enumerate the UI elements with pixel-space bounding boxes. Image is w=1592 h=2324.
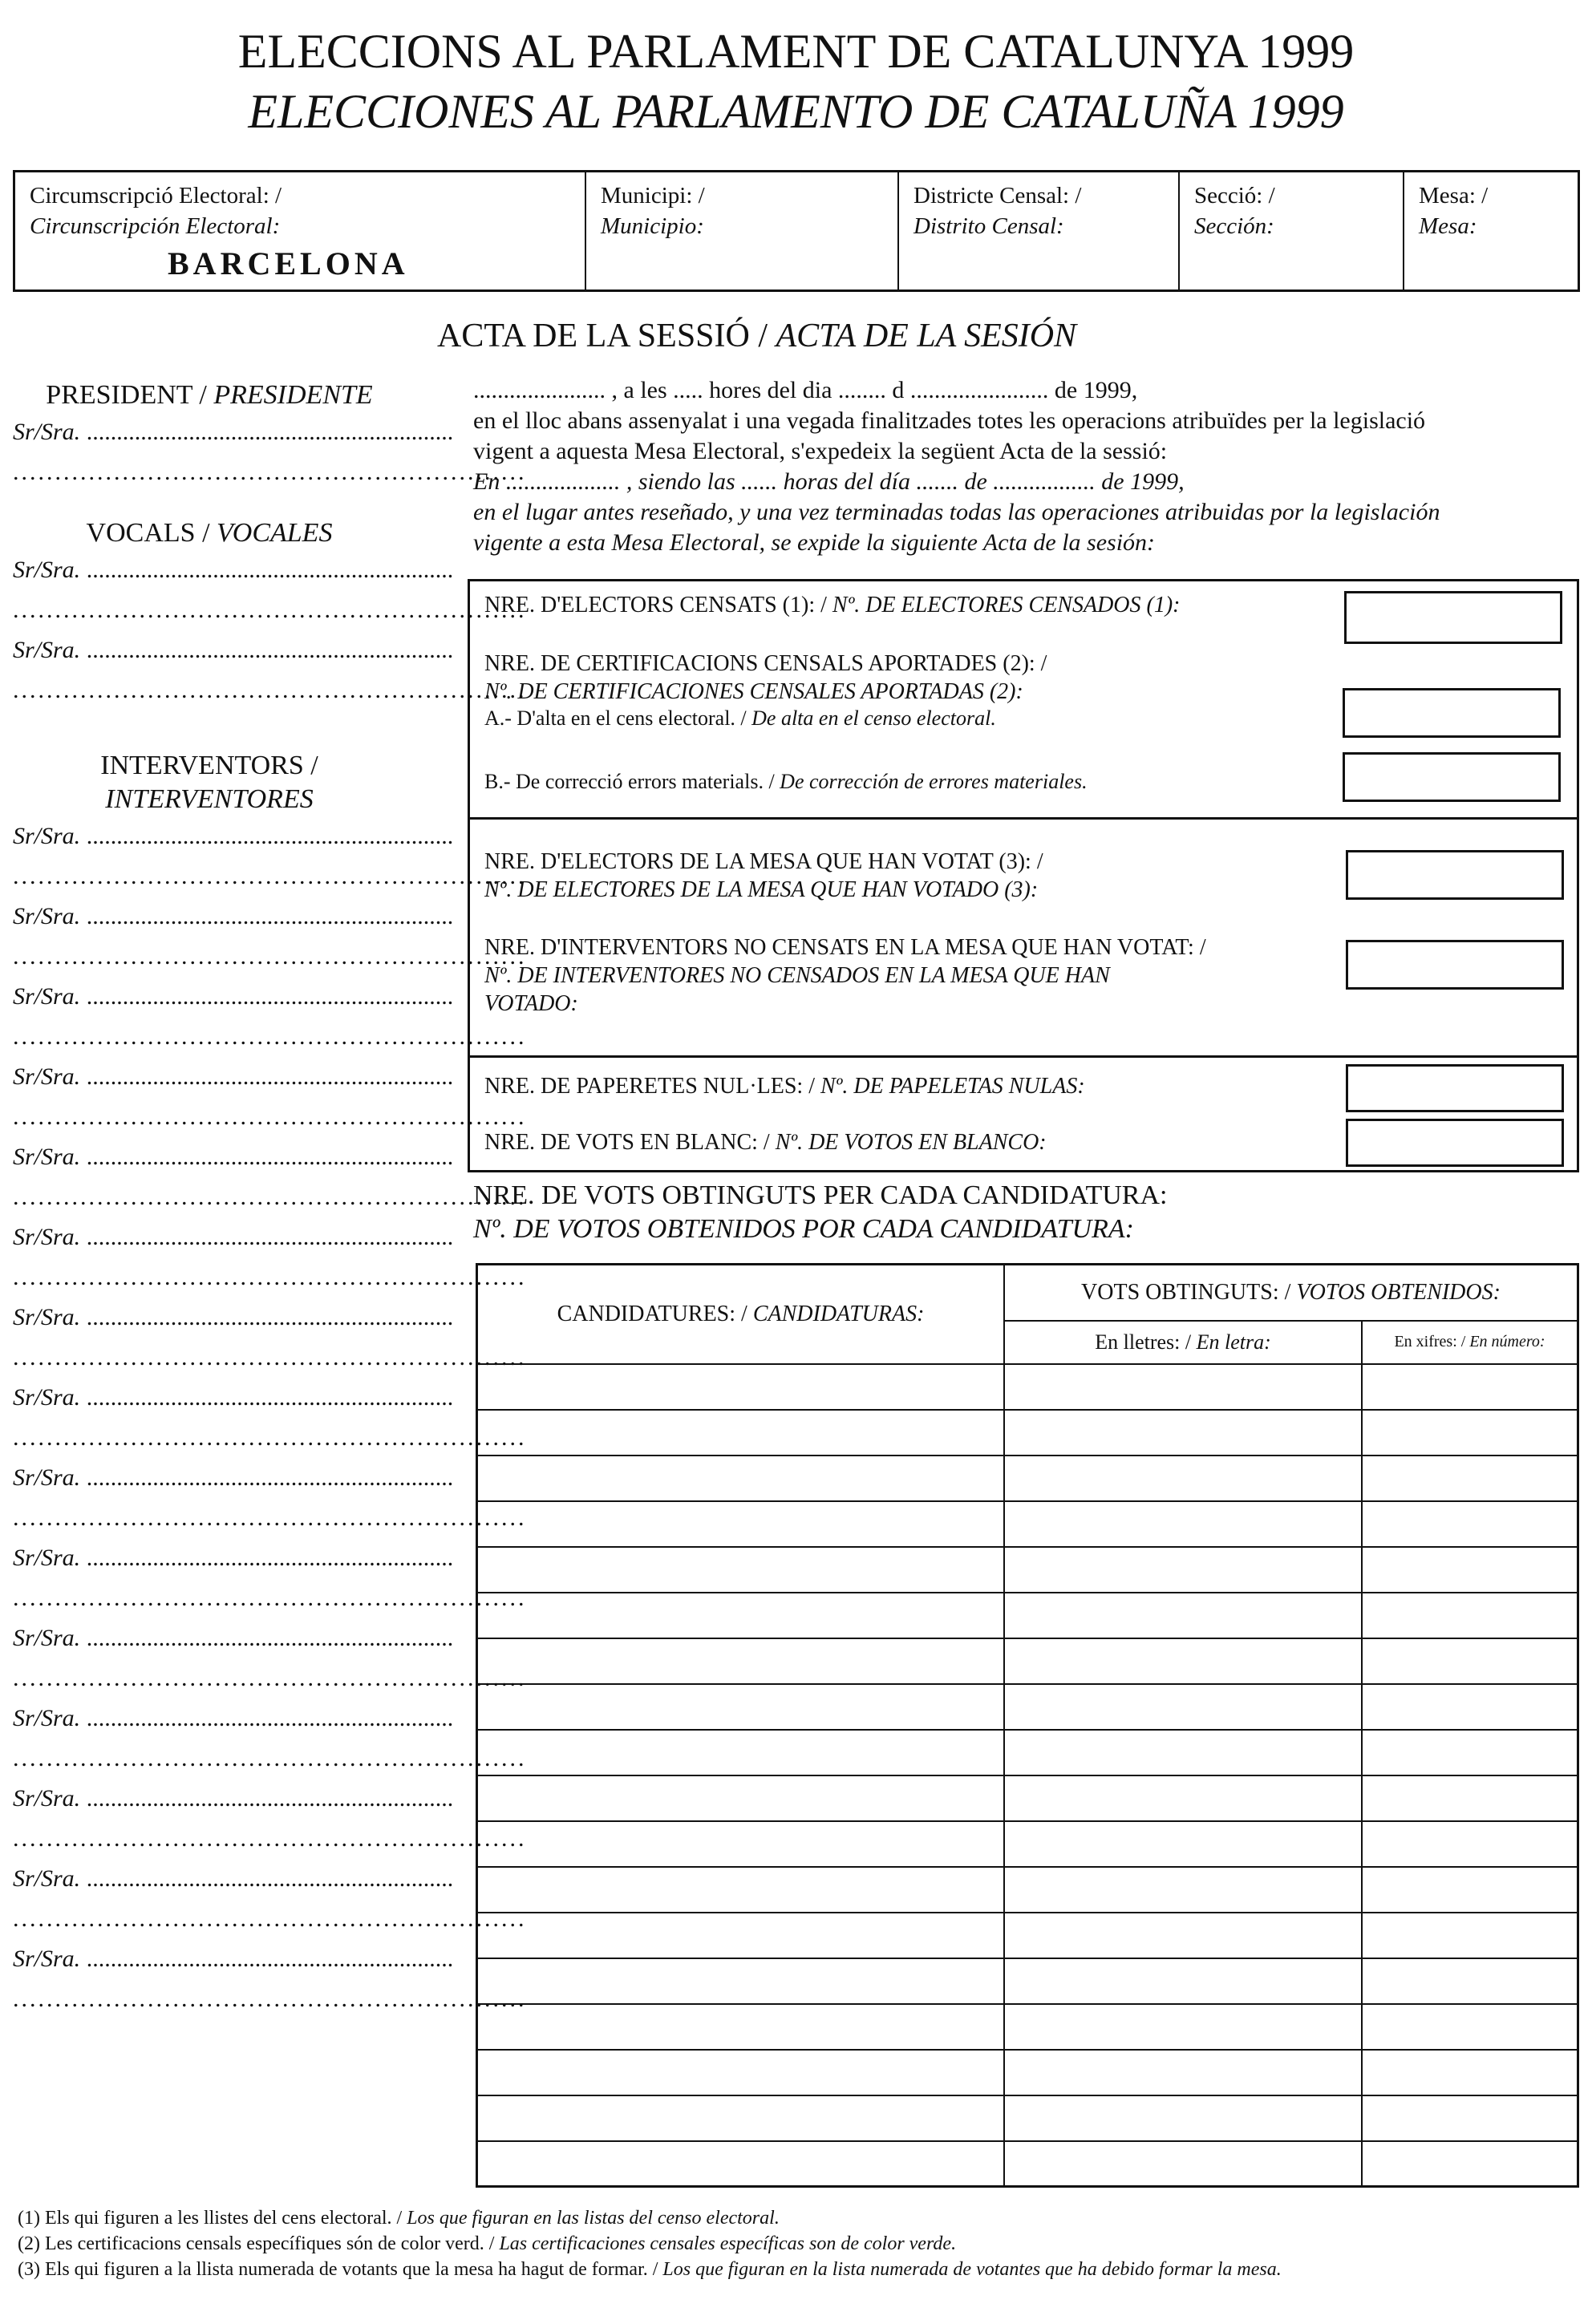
signature-line-cont[interactable]: ............................................................. — [13, 1424, 527, 1451]
interv-label: NRE. D'INTERVENTORS NO CENSATS EN LA MESA QUE HAN VOTAT: / Nº. DE INTERVENTORES NO CENSADOS EN LA MESA QUE HAN VOTADO: — [484, 935, 1206, 1016]
signature-line-cont[interactable]: ............................................................. — [13, 1504, 527, 1531]
numbers-cell[interactable] — [1362, 1821, 1578, 1867]
census-box — [468, 579, 1579, 820]
candidature-cell[interactable] — [477, 2095, 1005, 2141]
candidatures-table — [476, 1263, 1579, 2188]
letters-cell[interactable] — [1004, 2050, 1362, 2095]
table-row — [477, 1638, 1578, 1684]
correccio-input[interactable] — [1343, 752, 1561, 802]
signature-line-cont[interactable]: ............................................................. — [13, 597, 527, 623]
circumscription-value: BARCELONA — [168, 245, 409, 281]
table-row — [477, 2004, 1578, 2050]
certif-label: NRE. DE CERTIFICACIONS CENSALS APORTADES (2): / Nº. DE CERTIFICACIONES CENSALES APORTADAS (2): — [484, 651, 1047, 704]
signature-line[interactable]: Sr/Sra. ............................................................. — [13, 1464, 454, 1491]
footnote-3: (3) Els qui figuren a la llista numerada de votants que la mesa ha hagut de formar. / Los que figuran en la lista numerada de votantes que ha debido formar la mesa. — [18, 2259, 1282, 2280]
candidature-cell[interactable] — [477, 2004, 1005, 2050]
table-row — [477, 1821, 1578, 1867]
numbers-cell[interactable] — [1362, 1958, 1578, 2004]
table-row — [477, 1730, 1578, 1775]
alta-label: A.- D'alta en el cens electoral. / De alta en el censo electoral. — [484, 707, 996, 730]
table-row — [477, 1958, 1578, 2004]
session-title — [437, 317, 1076, 355]
letters-cell[interactable] — [1004, 2141, 1362, 2187]
table-row — [477, 2095, 1578, 2141]
numbers-cell[interactable] — [1362, 1867, 1578, 1913]
numbers-cell[interactable] — [1362, 1456, 1578, 1501]
letters-cell[interactable] — [1004, 1730, 1362, 1775]
correccio-label: B.- De correcció errors materials. / De corrección de errores materiales. — [484, 770, 1088, 793]
table-row — [477, 2141, 1578, 2187]
letters-cell[interactable] — [1004, 1684, 1362, 1730]
votes-title-ca: NRE. DE VOTS OBTINGUTS PER CADA CANDIDATURA: — [473, 1180, 1168, 1210]
numbers-cell[interactable] — [1362, 2141, 1578, 2187]
signature-line[interactable]: Sr/Sra. ............................................................. — [13, 557, 454, 583]
signature-line-cont[interactable]: ............................................................. — [13, 459, 527, 485]
mesa-label-ca: Mesa: / — [1419, 183, 1489, 209]
numbers-cell[interactable] — [1362, 1547, 1578, 1593]
candidature-cell[interactable] — [477, 2141, 1005, 2187]
signature-line[interactable]: Sr/Sra. ............................................................. — [13, 1384, 454, 1411]
signature-line-cont[interactable]: ............................................................. — [13, 1344, 527, 1371]
intro-ca-line1[interactable]: ...................... , a les ..... hores del dia ........ d ....................... de 1999, — [473, 377, 1138, 403]
candidature-cell[interactable] — [477, 1364, 1005, 1410]
signature-line[interactable]: Sr/Sra. ............................................................. — [13, 1865, 454, 1892]
table-row — [477, 1913, 1578, 1958]
censats-label: NRE. D'ELECTORS CENSATS (1): / Nº. DE ELECTORES CENSADOS (1): — [484, 593, 1181, 617]
district-label-ca: Districte Censal: / — [913, 183, 1082, 209]
mesa-cell[interactable] — [1404, 172, 1578, 289]
table-row — [477, 1867, 1578, 1913]
numbers-cell[interactable] — [1362, 2050, 1578, 2095]
candidature-cell[interactable] — [477, 1958, 1005, 2004]
district-cell[interactable] — [899, 172, 1180, 289]
footnote-2: (2) Les certificacions censals específiques són de color verd. / Las certificaciones censales específicas son de color verde. — [18, 2233, 957, 2254]
candidature-cell[interactable] — [477, 1456, 1005, 1501]
municipality-cell[interactable] — [586, 172, 899, 289]
interv-input[interactable] — [1346, 940, 1564, 990]
numbers-cell[interactable] — [1362, 1364, 1578, 1410]
intro-es-line2: en el lugar antes reseñado, y una vez terminadas todas las operaciones atribuidas por la legislación — [473, 499, 1440, 525]
letters-cell[interactable] — [1004, 1638, 1362, 1684]
intro-paragraph — [473, 375, 1576, 558]
numbers-cell[interactable] — [1362, 2004, 1578, 2050]
signature-line[interactable]: Sr/Sra. ............................................................. — [13, 1063, 454, 1090]
table-row — [477, 1547, 1578, 1593]
session-title-es: ACTA DE LA SESIÓN — [776, 318, 1077, 354]
signatures-column — [13, 377, 527, 2019]
blanc-input[interactable] — [1346, 1119, 1564, 1167]
signature-line[interactable]: Sr/Sra. ............................................................. — [13, 1144, 454, 1170]
letters-cell[interactable] — [1004, 1593, 1362, 1638]
votes-title-es: Nº. DE VOTOS OBTENIDOS POR CADA CANDIDATURA: — [473, 1214, 1134, 1244]
interventors-heading: INTERVENTORS / INTERVENTORES — [100, 751, 318, 814]
candidature-cell[interactable] — [477, 1730, 1005, 1775]
intro-es-line3: vigente a esta Mesa Electoral, se expide la siguiente Acta de la sesión: — [473, 529, 1156, 556]
numbers-cell[interactable] — [1362, 1593, 1578, 1638]
signature-line[interactable]: Sr/Sra. ............................................................. — [13, 1304, 454, 1330]
numbers-cell[interactable] — [1362, 1730, 1578, 1775]
numbers-cell[interactable] — [1362, 1501, 1578, 1547]
signature-line[interactable]: Sr/Sra. ............................................................. — [13, 903, 454, 929]
votat-input[interactable] — [1346, 850, 1564, 900]
vocals-heading: VOCALS / VOCALES — [86, 518, 333, 548]
intro-es-line1[interactable]: En ................... , siendo las ...... horas del día ....... de ................. de 1999, — [473, 468, 1185, 495]
signature-line[interactable]: Sr/Sra. ............................................................. — [13, 1625, 454, 1651]
invalid-box — [468, 1055, 1579, 1172]
letters-cell[interactable] — [1004, 1456, 1362, 1501]
intro-ca-line3: vigent a aquesta Mesa Electoral, s'expedeix la següent Acta de la sessió: — [473, 438, 1168, 464]
table-row — [477, 2050, 1578, 2095]
candidature-cell[interactable] — [477, 1775, 1005, 1821]
district-label-es: Distrito Censal: — [913, 213, 1064, 239]
circumscription-label-ca: Circumscripció Electoral: / — [30, 183, 282, 209]
letters-cell[interactable] — [1004, 1821, 1362, 1867]
table-row — [477, 1456, 1578, 1501]
in-numbers-header: En xifres: / En número: — [1362, 1321, 1578, 1364]
candidature-cell[interactable] — [477, 1547, 1005, 1593]
signature-line-cont[interactable]: ............................................................. — [13, 1745, 527, 1771]
letters-cell[interactable] — [1004, 2095, 1362, 2141]
voters-box — [468, 817, 1579, 1058]
letters-cell[interactable] — [1004, 1501, 1362, 1547]
table-row — [477, 1775, 1578, 1821]
signature-line[interactable]: Sr/Sra. ............................................................. — [13, 1545, 454, 1571]
intro-ca-line2: en el lloc abans assenyalat i una vegada finalitzades totes les operacions atribuïdes per la legislació — [473, 407, 1426, 434]
candidature-cell[interactable] — [477, 1684, 1005, 1730]
signature-line-cont[interactable]: ............................................................. — [13, 1986, 527, 2012]
numbers-cell[interactable] — [1362, 1913, 1578, 1958]
signature-line[interactable]: Sr/Sra. ............................................................. — [13, 1705, 454, 1731]
signature-line[interactable]: Sr/Sra. ............................................................. — [13, 1945, 454, 1972]
candidature-cell[interactable] — [477, 1410, 1005, 1456]
letters-cell[interactable] — [1004, 1913, 1362, 1958]
header-table — [13, 170, 1580, 292]
circumscription-label-es: Circunscripción Electoral: — [30, 213, 281, 239]
candidature-cell[interactable] — [477, 1913, 1005, 1958]
table-row — [477, 1364, 1578, 1410]
table-row — [477, 1410, 1578, 1456]
signature-line-cont[interactable]: ............................................................. — [13, 863, 527, 889]
letters-cell[interactable] — [1004, 2004, 1362, 2050]
letters-cell[interactable] — [1004, 1547, 1362, 1593]
letters-cell[interactable] — [1004, 1364, 1362, 1410]
letters-cell[interactable] — [1004, 1867, 1362, 1913]
blanc-label: NRE. DE VOTS EN BLANC: / Nº. DE VOTOS EN BLANCO: — [484, 1130, 1047, 1155]
title-spanish: ELECCIONES AL PARLAMENTO DE CATALUÑA 1999 — [248, 85, 1344, 138]
signature-line-cont[interactable]: ............................................................. — [13, 943, 527, 970]
signature-line-cont[interactable]: ............................................................. — [13, 1585, 527, 1611]
signature-line[interactable]: Sr/Sra. ............................................................. — [13, 419, 454, 445]
signature-line-cont[interactable]: ............................................................. — [13, 1184, 527, 1210]
candidatures-header: CANDIDATURES: / CANDIDATURAS: — [477, 1265, 1005, 1364]
candidature-cell[interactable] — [477, 1867, 1005, 1913]
candidature-cell[interactable] — [477, 1501, 1005, 1547]
votes-obtained-header: VOTS OBTINGUTS: / VOTOS OBTENIDOS: — [1004, 1265, 1578, 1321]
numbers-cell[interactable] — [1362, 1684, 1578, 1730]
table-row — [477, 1684, 1578, 1730]
interventors-lines — [13, 816, 527, 2019]
signature-line[interactable]: Sr/Sra. ............................................................. — [13, 823, 454, 849]
signature-line[interactable]: Sr/Sra. ............................................................. — [13, 1224, 454, 1250]
section-label-ca: Secció: / — [1194, 183, 1275, 209]
table-row — [477, 1593, 1578, 1638]
numbers-cell[interactable] — [1362, 1638, 1578, 1684]
candidature-cell[interactable] — [477, 2050, 1005, 2095]
candidature-cell[interactable] — [477, 1593, 1005, 1638]
nules-input[interactable] — [1346, 1064, 1564, 1112]
signature-line-cont[interactable]: ............................................................. — [13, 1023, 527, 1050]
table-row — [477, 1501, 1578, 1547]
title-catalan: ELECCIONS AL PARLAMENT DE CATALUNYA 1999 — [237, 25, 1355, 78]
numbers-cell[interactable] — [1362, 1775, 1578, 1821]
numbers-cell[interactable] — [1362, 2095, 1578, 2141]
signature-line-cont[interactable]: ............................................................. — [13, 1665, 527, 1691]
municipality-label-es: Municipio: — [601, 213, 704, 239]
signature-line-cont[interactable]: ............................................................. — [13, 1825, 527, 1852]
in-letters-header: En lletres: / En letra: — [1004, 1321, 1362, 1364]
candidature-cell[interactable] — [477, 1821, 1005, 1867]
municipality-label-ca: Municipi: / — [601, 183, 705, 209]
signature-line[interactable]: Sr/Sra. ............................................................. — [13, 637, 454, 663]
letters-cell[interactable] — [1004, 1775, 1362, 1821]
candidatures-rows — [477, 1364, 1578, 2187]
censats-input[interactable] — [1344, 591, 1562, 644]
letters-cell[interactable] — [1004, 1410, 1362, 1456]
signature-line[interactable]: Sr/Sra. ............................................................. — [13, 983, 454, 1010]
session-title-ca: ACTA DE LA SESSIÓ / — [437, 318, 768, 354]
mesa-label-es: Mesa: — [1419, 213, 1477, 239]
alta-input[interactable] — [1343, 688, 1561, 738]
votat-label: NRE. D'ELECTORS DE LA MESA QUE HAN VOTAT (3): / Nº. DE ELECTORES DE LA MESA QUE HAN VOTADO (3): — [484, 849, 1043, 902]
votes-title — [473, 1179, 1167, 1246]
signature-line-cont[interactable]: ............................................................. — [13, 1905, 527, 1932]
candidature-cell[interactable] — [477, 1638, 1005, 1684]
signature-line-cont[interactable]: ............................................................. — [13, 1103, 527, 1130]
signature-line-cont[interactable]: ............................................................. — [13, 1264, 527, 1290]
signature-line-cont[interactable]: ............................................................. — [13, 677, 527, 703]
letters-cell[interactable] — [1004, 1958, 1362, 2004]
circumscription-cell[interactable] — [15, 172, 586, 289]
footnote-1: (1) Els qui figuren a les llistes del cens electoral. / Los que figuran en las listas del censo electoral. — [18, 2208, 780, 2229]
numbers-cell[interactable] — [1362, 1410, 1578, 1456]
section-label-es: Sección: — [1194, 213, 1274, 239]
section-cell[interactable] — [1180, 172, 1404, 289]
signature-line[interactable]: Sr/Sra. ............................................................. — [13, 1785, 454, 1812]
nules-label: NRE. DE PAPERETES NUL·LES: / Nº. DE PAPELETAS NULAS: — [484, 1074, 1085, 1099]
president-heading: PRESIDENT / PRESIDENTE — [46, 380, 373, 410]
